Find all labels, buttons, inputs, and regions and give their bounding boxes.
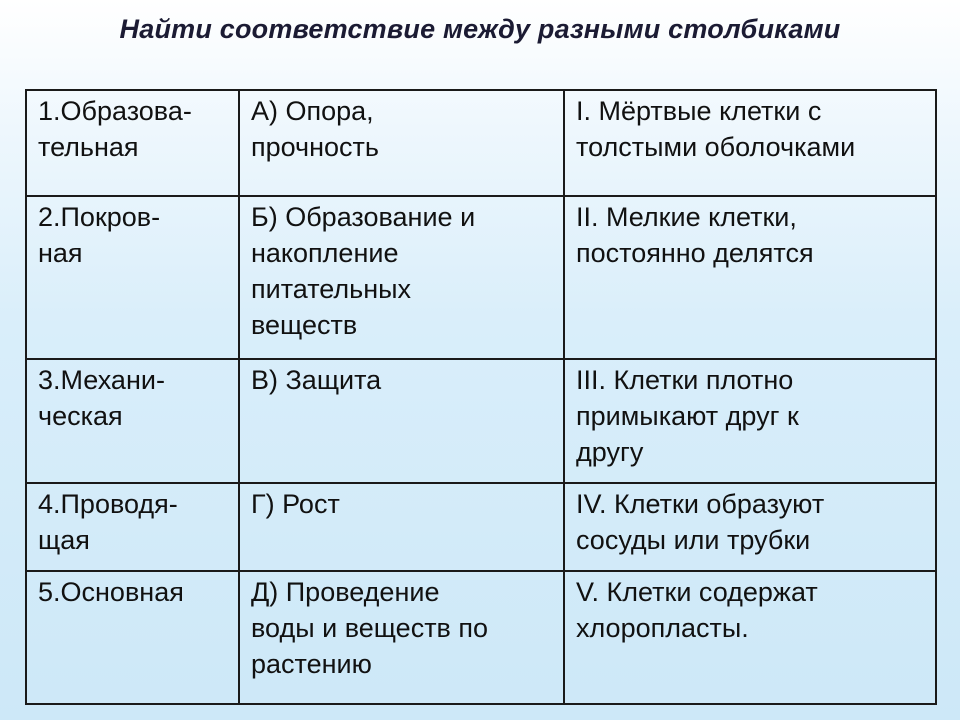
table-row	[26, 359, 936, 483]
function-cell: Г) Рост	[239, 483, 564, 571]
slide-title: Найти соответствие между разными столбиками	[119, 14, 841, 44]
table-row	[26, 571, 936, 704]
tissue-cell: 3.Механи- ческая	[26, 359, 239, 483]
function-cell: А) Опора, прочность	[239, 90, 564, 196]
function-cell: Б) Образование и накопление питательных веществ	[239, 196, 564, 359]
table-row	[26, 196, 936, 359]
tissue-cell: 4.Проводя- щая	[26, 483, 239, 571]
table-row	[26, 483, 936, 571]
table-row	[26, 90, 936, 196]
function-cell: Д) Проведение воды и веществ по растению	[239, 571, 564, 704]
tissue-cell: 2.Покров- ная	[26, 196, 239, 359]
tissue-cell: 1.Образова- тельная	[26, 90, 239, 196]
matching-table	[25, 89, 937, 705]
cell-description: V. Клетки содержат хлоропласты.	[564, 571, 936, 704]
cell-description: IV. Клетки образуют сосуды или трубки	[564, 483, 936, 571]
cell-description: I. Мёртвые клетки с толстыми оболочками	[564, 90, 936, 196]
cell-description: II. Мелкие клетки, постоянно делятся	[564, 196, 936, 359]
cell-description: III. Клетки плотно примыкают друг к другу	[564, 359, 936, 483]
tissue-cell: 5.Основная	[26, 571, 239, 704]
function-cell: В) Защита	[239, 359, 564, 483]
